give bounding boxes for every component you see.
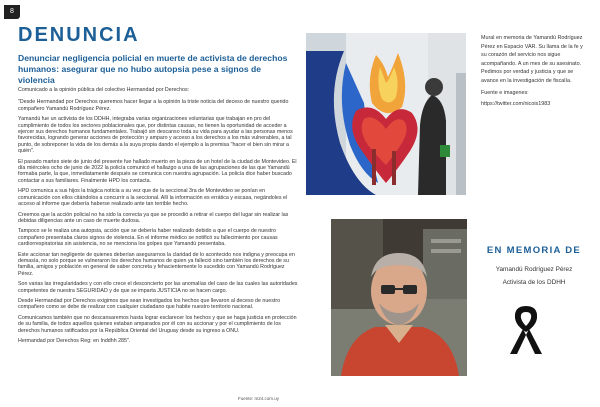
caption-source-link[interactable]: https://twitter.com/nicois1983 bbox=[481, 101, 551, 108]
paragraph: Este accionar tan negligente de quienes deberían asegurarnos la claridad de lo acontecido nos indigna y preocupa en demasía, no solo porque se vulneraron los derechos humanos de quien ya falleció sino también los derechos de su familia, amigos y población en general de saber concreta y fehacientemente lo sucedido con Yamandú Rodríguez Pérez. bbox=[18, 251, 295, 277]
memoriam-role: Activista de los DDHH bbox=[502, 279, 566, 286]
caption-source-label: Fuente e imagenes: bbox=[481, 89, 529, 96]
caption-text: Mural en memoria de Yamandú Rodríguez Pérez en Espacio VAR. Su llama de la fe y su corazón del servicio nos sigue acompañando. A un mes de su asesinato. Pedimos por verdad y justicia y que se avance en la investigación de fiscalía. bbox=[481, 35, 583, 84]
mural-image bbox=[306, 33, 466, 195]
memoriam-name: Yamandú Rodríguez Pérez bbox=[495, 266, 573, 273]
page-number: 8 bbox=[4, 5, 20, 19]
portrait-image bbox=[331, 219, 467, 376]
paragraph: Son varias las irregularidades y con ello crece el desconcierto por las anomalías del caso de las cuales las autoridades competentes de nuestra SEGURIDAD y de que se imparta JUSTICIA no se hacen cargo. bbox=[18, 281, 298, 294]
paragraph: "Desde Hermandad por Derechos queremos hacer llegar a la opinión la triste noticia del deceso de nuestro querido compañero Yamandú Rodríguez Pérez. bbox=[18, 99, 289, 112]
paragraph-intro: Comunicado a la opinión pública del colectivo Hermandad por Derechos: bbox=[18, 87, 190, 93]
paragraph: Comunicamos también que no descansaremos hasta lograr esclarecer los hechos y que se haga justicia en protección de su familia, de todos aquellos quienes estaban amparados por él con su accionar y por el cumplimiento de los derechos humanos ratificados por la República Oriental del Uruguay desde su ingreso a ONU. bbox=[18, 314, 297, 334]
portrait-photo bbox=[331, 219, 467, 376]
photo-caption bbox=[481, 34, 587, 112]
article-body bbox=[18, 87, 298, 348]
mourning-ribbon-icon bbox=[506, 302, 546, 358]
paragraph: HPD comunica a sus hijos la trágica noticia a su vez que de la seccional 3ra de Montevideo se ponían en comunicación con ellos citándolos a concurrir a la seccional. Allí la información es errática y escasa, negándoles el acceso al informe que debería haberse realizado ante tan terrible hecho. bbox=[18, 188, 288, 208]
paragraph: Desde Hermandad por Derechos exigimos que sean investigados los hechos que llevaron al deceso de nuestro compañero como se debe de realizar con cualquier ciudadano que habite nuestro territorio nacional. bbox=[18, 297, 281, 311]
paragraph: Tampoco se le realiza una autopsia, acción que se debería haber realizado debido a que el cuerpo de nuestro compañero presentaba claros signos de violencia. En el informe médico se notificó su fallecimiento por causas cardiorrespiratorias sin asistencia, no se menciona los golpes que Yamandú presentaba. bbox=[18, 228, 278, 248]
mural-photo bbox=[306, 33, 466, 195]
article-source: Fuente: m24.com.uy bbox=[238, 396, 280, 401]
article-subtitle: Denunciar negligencia policial en muerte de activista de derechos humanos: asegurar que no hubo autopsia pese a signos de violencia bbox=[18, 53, 288, 85]
paragraph: El pasado martes siete de junio del presente fue hallado muerto en la pieza de un hotel de la ciudad de Montevideo. El día miércoles ocho de junio de 2022 la policía comunicó el hallazgo a una de las agrupaciones de las que Yamandú formaba parte, la que, inmediatamente después se comunica con nuestra agrupación. La policía dice haber buscado contactar a sus familiares. Finalmente HPD los contacta. bbox=[18, 158, 297, 184]
paragraph-signature: Hermandad por Derechos Reg: en Inddhh 285". bbox=[18, 338, 131, 344]
memoriam-heading: EN MEMORIA DE bbox=[486, 245, 582, 256]
paragraph: Yamandú fue un activista de los DDHH, integraba varias organizaciones voluntarias que trabajan en pro del cumplimiento de todos los sectores poblacionales que, por distintas causas, no tienen la oportunidad de acceder a ejercer sus derechos humanos fundamentales. Trabajó sin descanso toda su vida para ayudar a las personas menos favorecidas, logrando generar acciones de protección y amparo y acceso a los derechos a los más vulnerables, a tal punto, de sobreponer la vida de los demás a la suya propia dando el ejemplo a la premisa "hacer el bien sin mirar a quién". bbox=[18, 116, 293, 155]
paragraph: Creemos que la acción policial no ha sido la correcta ya que se procedió a retirar el cuerpo del lugar sin realizar las debidas diligencias ante un caso de muerte dudosa. bbox=[18, 211, 289, 224]
article-title: DENUNCIA bbox=[18, 24, 140, 46]
